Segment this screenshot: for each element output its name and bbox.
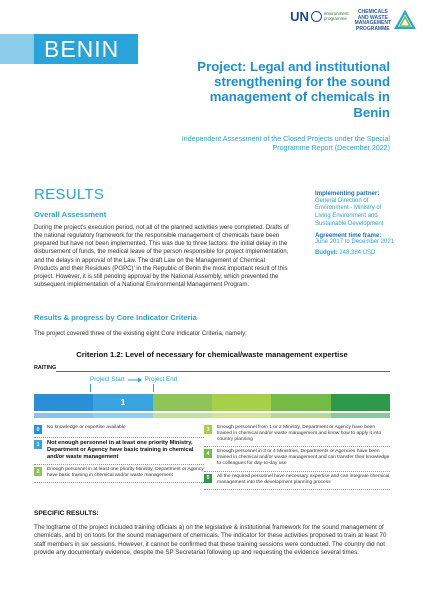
project-title: Project: Legal and institutional strengthening for the sound management of chemicals in Benin	[197, 59, 390, 120]
report-subtitle: Independent Assessment of the Closed Projects under the Special Programme Report (December 2022)	[181, 135, 390, 152]
project-end-label: Project End	[144, 376, 178, 383]
timeframe-label: Agreement time frame:	[315, 231, 382, 239]
criteria-covered-text: The project covered three of the existing eight Core Indicator Criteria, namely:	[34, 330, 247, 337]
project-range-bracket	[90, 384, 154, 392]
scale-segment	[153, 394, 212, 411]
partner-value: General Direction of Environment - Ministry of Living Environment and Sustainable Development	[315, 197, 384, 227]
criterion-title: Criterion 1.2: Level of necessary for chemical/waste management expertise	[76, 350, 348, 359]
scale-underline-segment	[212, 413, 271, 418]
scale-underline-segment	[271, 413, 330, 418]
specific-results-heading: SPECIFIC RESULTS:	[34, 510, 99, 517]
scale-segment	[212, 394, 271, 411]
legend-level-badge: 0	[34, 425, 42, 434]
arrow-right-icon	[128, 377, 142, 383]
legend-item	[34, 465, 204, 483]
un-sub-line: programme	[323, 16, 347, 21]
progress-heading: Results & progress by Core Indicator Criteria	[34, 313, 197, 322]
legend-item	[34, 423, 204, 438]
legend-level-badge: 5	[204, 474, 212, 483]
budget-value: 248,384 USD	[339, 249, 376, 256]
scale-segment	[331, 394, 390, 411]
scale-segment	[34, 394, 93, 411]
rating-scale-underline	[34, 413, 390, 418]
legend-level-badge: 2	[34, 467, 42, 476]
legend-item	[204, 423, 390, 447]
legend-item	[204, 472, 390, 490]
legend-description: Enough personnel in 3 or 4 Ministries, Departments or Agencies have been trained in chemical and/or waste management and can transfer their knowledge to colleagues for day-to-day use	[217, 449, 390, 467]
timeframe-value: June 2017 to December 2021	[315, 239, 395, 246]
cwm-line: CHEMICALS	[357, 9, 388, 15]
overall-assessment-heading: Overall Assessment	[34, 210, 107, 219]
legend-level-badge: 4	[204, 449, 212, 458]
scale-underline-segment	[331, 413, 390, 418]
cwm-line: AND WASTE	[357, 14, 388, 21]
legend-level-badge: 1	[34, 440, 42, 449]
legend-description: Enough personnel from 1 or 2 Ministry, Department or Agency have been trained in chemical and/or waste management and know how to apply it into country planning	[217, 425, 382, 443]
legend-description: Enough personnel in at least one priority Ministry, Department or Agency have basic training in chemical and/or waste management	[47, 467, 204, 479]
country-banner	[34, 34, 138, 64]
un-sub-line: environment	[323, 11, 349, 16]
rating-scale	[34, 394, 390, 411]
legend-description: Not enough personnel in at least one priority Ministry, Department or Agency have basic training in chemical and/or waste management	[47, 440, 194, 460]
triangle-logo-icon	[394, 10, 416, 30]
specific-results-text: The logframe of the project included training officials a) on the legislative & institutional framework for the sound management of chemicals, and b) on tools for the sound management of chemicals. The indicator for these activities proposed to train at least 70 staff members in six sessions. However, it cannot be confirmed that these training sessions were conducted. The country did not provide any documentary evidence, despite the SP Secretariat following up and requesting the evidence several times.	[34, 524, 387, 556]
raiting-label: RAITING	[34, 365, 57, 371]
overall-assessment-text: During the project's execution period, not all of the planned activities were completed. Drafts of the national regulatory framework for the responsible management of chemicals have been prepared but have not been implemented. This was due to three factors: the initial delay in the disbursement of funds, the medical leave of the person responsible for project implementation, and the delays in approval of the Law. The draft Law on the Management of Chemical Products and their Residues (PGPC)' in the Republic of Benin the most important result of this project. However, it is still pending approval by the National Assembly, which prevented the subsequent implementation of a National Environmental Management Program.	[34, 224, 289, 289]
budget-label: Budget:	[315, 249, 338, 256]
legend-item	[34, 438, 204, 465]
legend-level-badge: 3	[204, 425, 212, 434]
scale-underline-segment	[34, 413, 93, 418]
header-logos	[290, 10, 416, 32]
cwm-line: PROGRAMME	[355, 25, 390, 32]
project-start-label: Project Start	[90, 376, 125, 383]
project-range-label	[90, 376, 177, 383]
results-heading: RESULTS	[34, 186, 105, 203]
un-environment-logo	[290, 10, 349, 24]
country-name: BENIN	[44, 36, 120, 62]
legend-column-left	[34, 423, 204, 490]
rating-legend	[34, 423, 390, 490]
scale-underline-segment	[153, 413, 212, 418]
legend-column-right	[204, 423, 390, 490]
partner-label: Implementing partner:	[315, 190, 380, 197]
country-bar-stripe	[0, 34, 34, 64]
budget-line	[315, 250, 397, 258]
scale-underline-segment	[93, 413, 152, 418]
un-mark: UN	[290, 9, 309, 24]
legend-description: All the required personnel have necessary expertise and can integrate chemical management into the development planning process	[217, 473, 390, 485]
project-info-sidebar	[315, 190, 397, 258]
scale-segment: 1	[93, 394, 152, 411]
legend-description: No knowledge or expertise available	[47, 425, 126, 430]
cwm-line: MANAGEMENT	[354, 20, 391, 27]
legend-item	[204, 447, 390, 471]
scale-segment	[271, 394, 330, 411]
globe-icon	[311, 11, 322, 22]
cwm-programme-logo	[355, 10, 416, 32]
raiting-divider	[56, 371, 390, 372]
